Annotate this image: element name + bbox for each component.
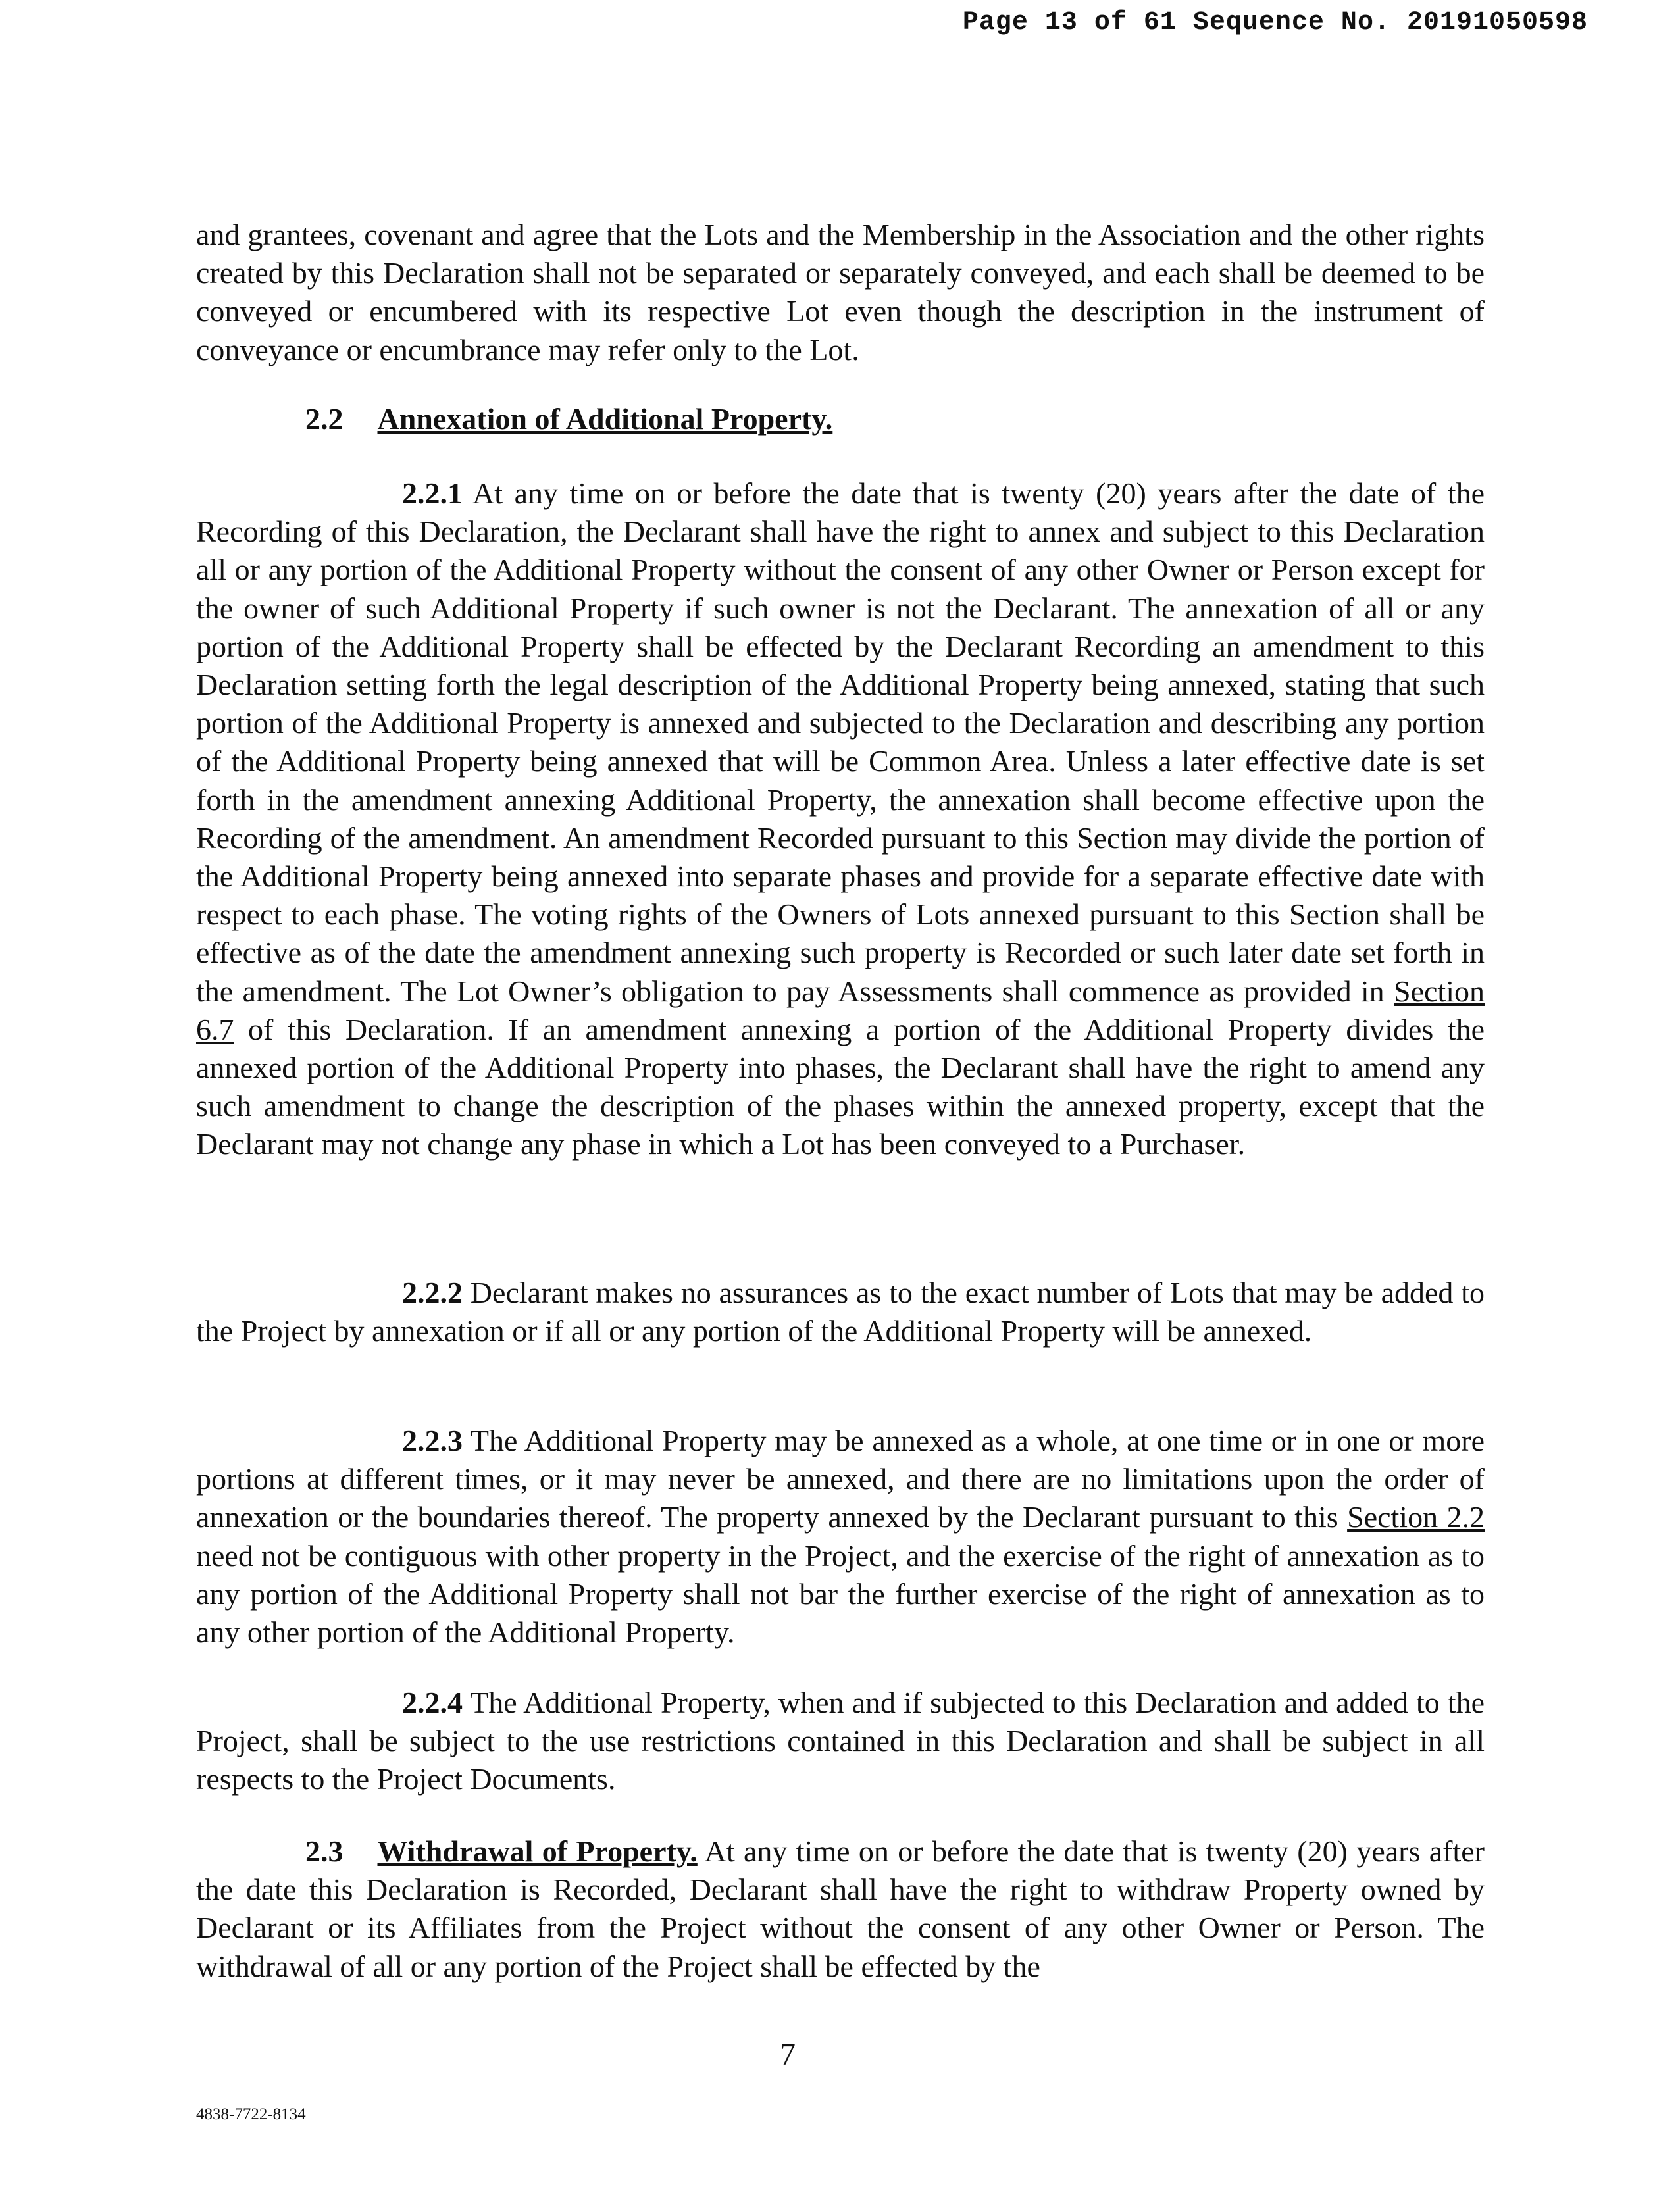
section-6-7-reference: Section 6.7 [196, 974, 1485, 1046]
section-title: Withdrawal of Property. [377, 1834, 698, 1868]
section-2-3 [196, 1832, 1485, 1986]
section-2-2-heading [305, 401, 832, 436]
document-id: 4838-7722-8134 [196, 2105, 306, 2123]
paragraph-text: The Additional Property may be annexed as a whole, at one time or in one or more portions at different times, or it may never be annexed, and there are no limitations upon the order of annexation or the boundaries thereof. The property annexed by the Declarant pursuant to this [196, 1424, 1485, 1534]
section-number: 2.2.2 [402, 1276, 463, 1309]
page-sequence-header: Page 13 of 61 Sequence No. 20191050598 [962, 8, 1588, 38]
section-2-2-1 [196, 474, 1485, 1164]
section-number: 2.2.1 [402, 476, 463, 510]
paragraph-text: need not be contiguous with other property in the Project, and the exercise of the right of annexation as to any portion of the Additional Property shall not bar the further exercise of the right of annexation as to any other portion of the Additional Property. [196, 1538, 1485, 1650]
section-2-2-4 [196, 1684, 1485, 1799]
section-2-2-2 [196, 1274, 1485, 1350]
paragraph-text: At any time on or before the date that is twenty (20) years after the date this Declaration is Recorded, Declarant shall have the right to withdraw Property owned by Declarant or its Affiliates from the Project without the consent of any other Owner or Person. The withdrawal of all or any portion of the Project shall be effected by the [196, 1834, 1485, 1983]
paragraph-text: of this Declaration. If an amendment annexing a portion of the Additional Property divides the annexed portion of the Additional Property into phases, the Declarant shall have the right to amend any such amendment to change the description of the phases within the annexed property, except that the Declarant may not change any phase in which a Lot has been conveyed to a Purchaser. [196, 1012, 1485, 1161]
page-number: 7 [780, 2037, 796, 2072]
section-number: 2.2 [305, 402, 344, 436]
section-2-2-reference: Section 2.2 [1347, 1500, 1485, 1534]
section-number: 2.3 [305, 1834, 344, 1868]
paragraph-text: At any time on or before the date that is twenty (20) years after the date of the Recording of this Declaration, the Declarant shall have the right to annex and subject to this Declaration all or any portion of the Additional Property without the consent of any other Owner or Person except for the owner of such Additional Property if such owner is not the Declarant. The annexation of all or any portion of the Additional Property shall be effected by the Declarant Recording an amendment to this Declaration setting forth the legal description of the Additional Property being annexed, stating that such portion of the Additional Property is annexed and subjected to the Declaration and describing any portion of the Additional Property being annexed that will be Common Area. Unless a later effective date is set forth in the amendment annexing Additional Property, the annexation shall become effective upon the Recording of the amendment. An amendment Recorded pursuant to this Section may divide the portion of the Additional Property being annexed into separate phases and provide for a separate effective date with respect to each phase. The voting rights of the Owners of Lots annexed pursuant to this Section shall be effective as of the date the amendment annexing such property is Recorded or such later date set forth in the amendment. The Lot Owner’s obligation to pay Assessments shall commence as provided in [196, 476, 1485, 1008]
section-number: 2.2.3 [402, 1424, 463, 1457]
section-title: Annexation of Additional Property. [377, 402, 833, 436]
section-number: 2.2.4 [402, 1686, 463, 1719]
paragraph-text: The Additional Property, when and if subjected to this Declaration and added to the Project, shall be subject to the use restrictions contained in this Declaration and shall be subject in all respects to the Project Documents. [196, 1686, 1485, 1796]
paragraph-text: Declarant makes no assurances as to the exact number of Lots that may be added to the Project by annexation or if all or any portion of the Additional Property will be annexed. [196, 1276, 1485, 1348]
section-2-2-3 [196, 1422, 1485, 1651]
intro-paragraph: and grantees, covenant and agree that the Lots and the Membership in the Association and the other rights created by this Declaration shall not be separated or separately conveyed, and each shall be deemed to be conveyed or encumbered with its respective Lot even though the description in the instrument of conveyance or encumbrance may refer only to the Lot. [196, 218, 1485, 366]
